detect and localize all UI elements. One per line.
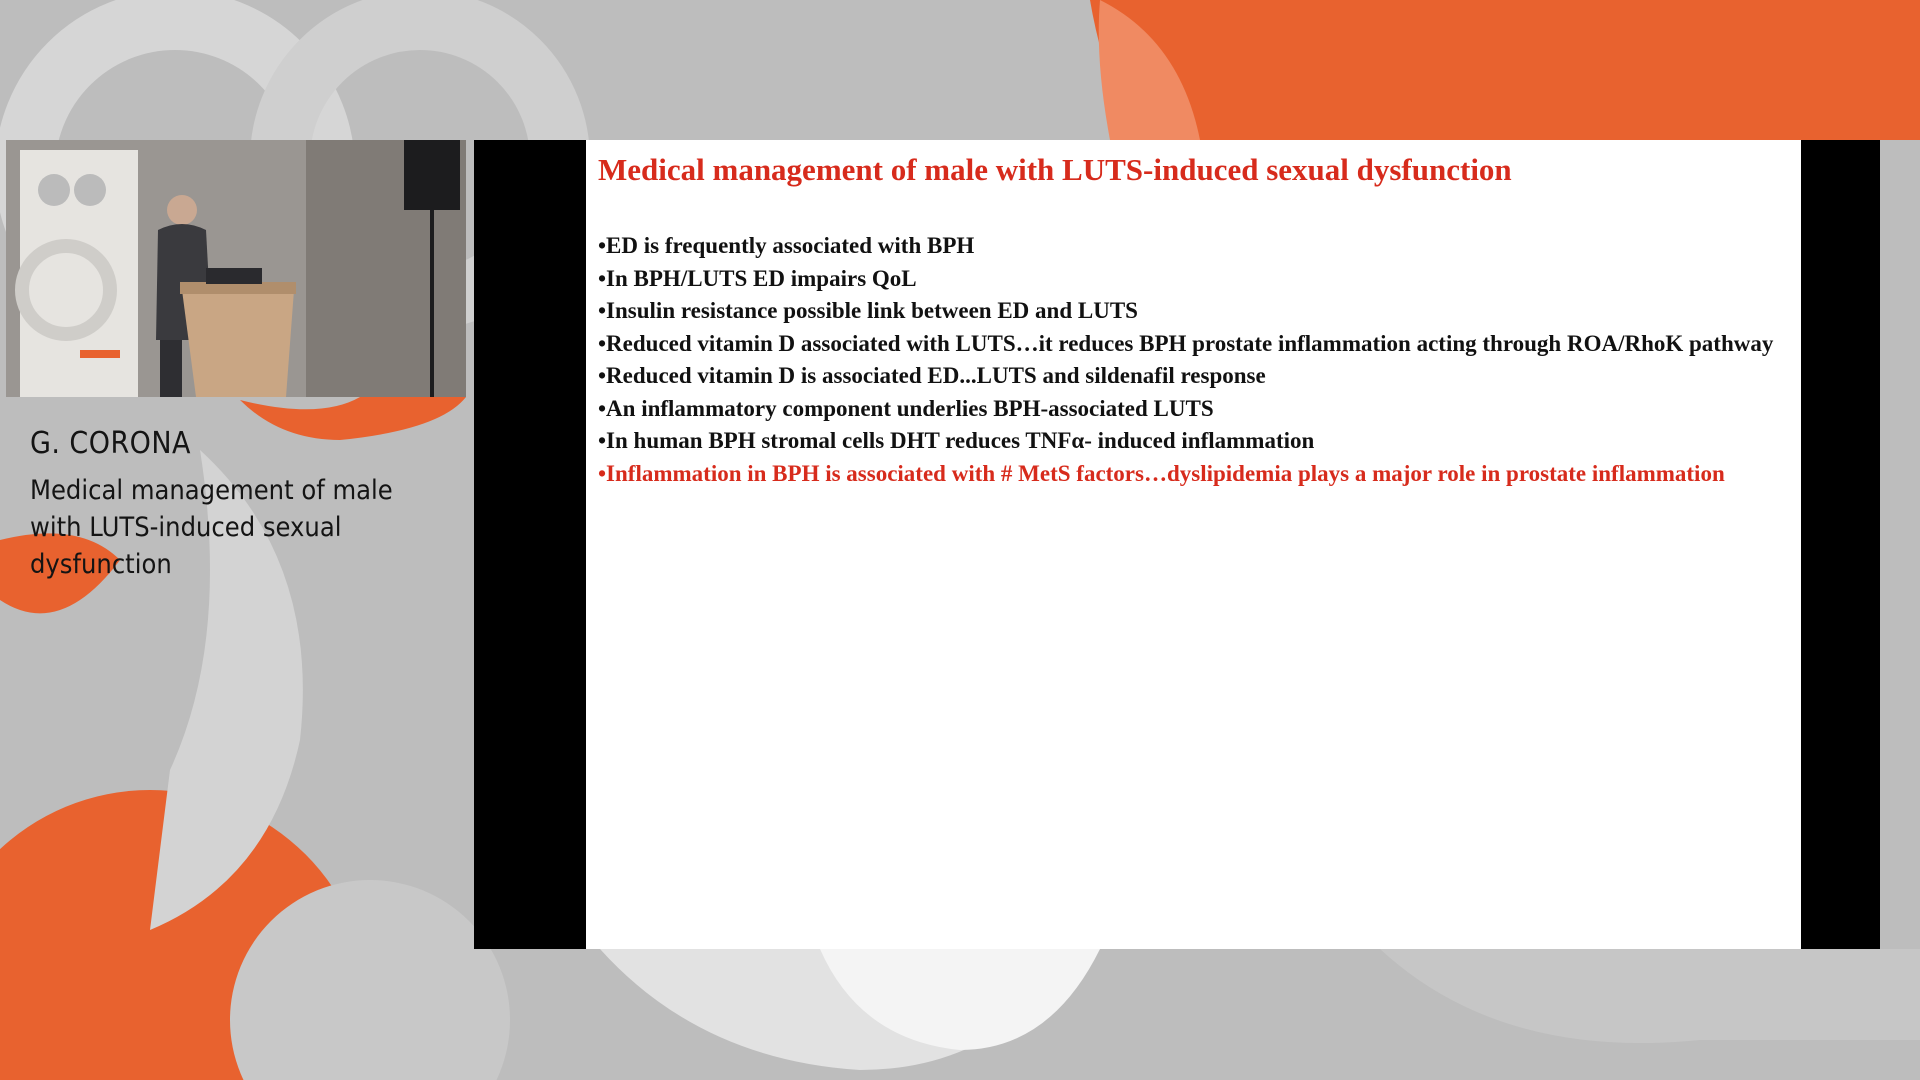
speaker-name: G. CORONA <box>30 426 191 461</box>
slide-bullet: •ED is frequently associated with BPH <box>598 233 975 258</box>
slide-bullet-highlighted: •Inflammation in BPH is associated with # MetS factors…dyslipidemia plays a major role in prostate inflammation <box>598 460 1725 486</box>
slide-bullet: •An inflammatory component underlies BPH-associated LUTS <box>598 395 1214 421</box>
presentation-slide <box>586 140 1801 949</box>
slide-bullet: •Reduced vitamin D is associated ED...LUTS and sildenafil response <box>598 363 1266 388</box>
slide-bullet: •In BPH/LUTS ED impairs QoL <box>598 265 917 291</box>
slide-title: Medical management of male with LUTS-induced sexual dysfunction <box>598 152 1512 187</box>
speaker-caption <box>30 424 450 583</box>
slide-bullet: •In human BPH stromal cells DHT reduces TNFα- induced inflammation <box>598 428 1315 453</box>
talk-title: Medical management of male with LUTS-induced sexual dysfunction <box>30 475 393 580</box>
slide-bullet-list <box>598 230 1778 490</box>
slide-bullet: •Reduced vitamin D associated with LUTS…it reduces BPH prostate inflammation acting through ROA/RhoK pathway <box>598 330 1774 356</box>
presentation-slide-frame <box>474 140 1880 949</box>
speaker-video-feed <box>6 140 466 397</box>
slide-bullet: •Insulin resistance possible link between ED and LUTS <box>598 298 1138 323</box>
